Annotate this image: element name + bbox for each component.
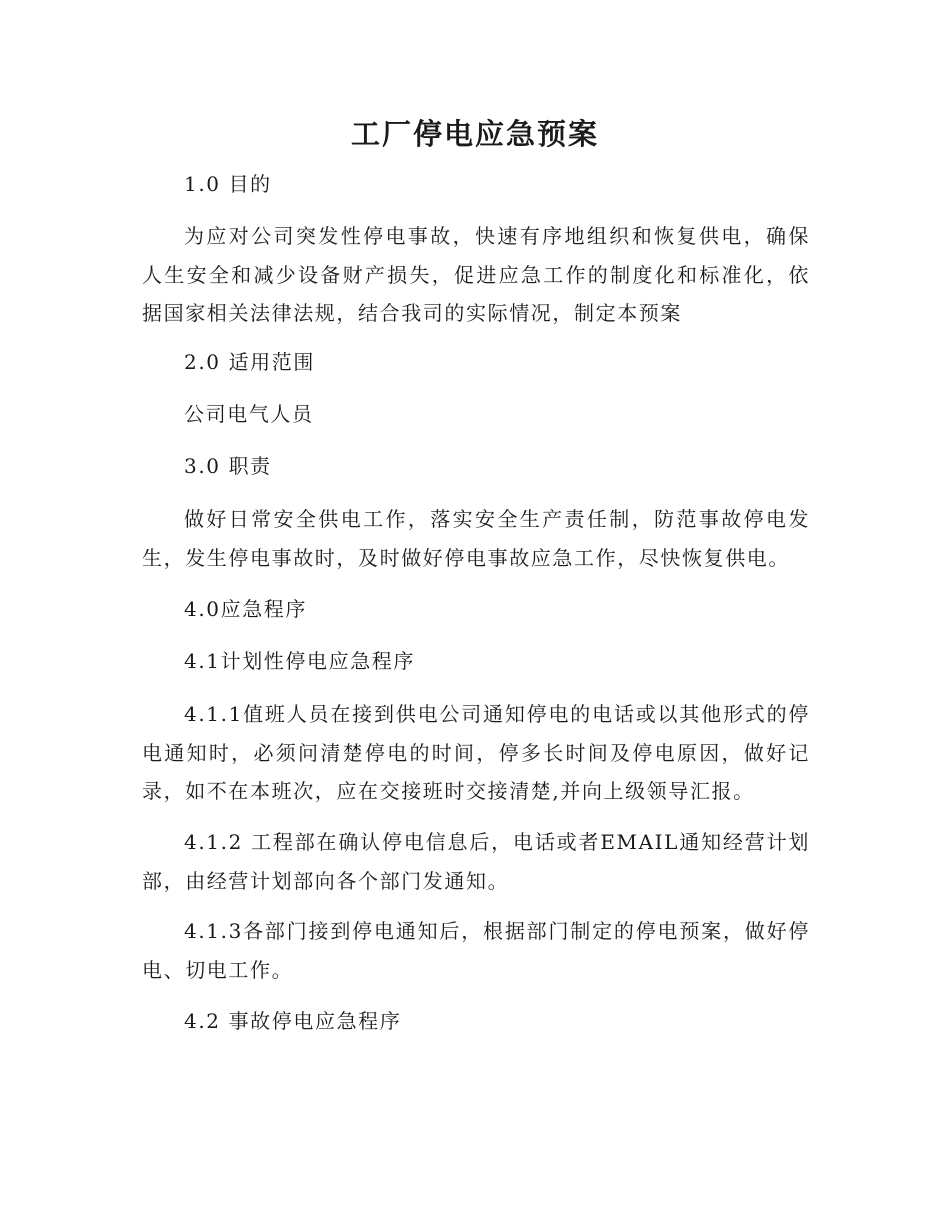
- paragraph-4-1-1: 4.1.1值班人员在接到供电公司通知停电的电话或以其他形式的停电通知时，必须问清楚停电的时间，停多长时间及停电原因，做好记录，如不在本班次，应在交接班时交接清楚,并向上级领导汇报。: [142, 702, 810, 803]
- section-heading-accident-outage: 4.2 事故停电应急程序: [184, 1009, 402, 1033]
- section-heading-duties: 3.0 职责: [184, 454, 272, 478]
- paragraph-purpose: 为应对公司突发性停电事故，快速有序地组织和恢复供电，确保人生安全和减少设备财产损失，促进应急工作的制度化和标准化，依据国家相关法律法规，结合我司的实际情况，制定本预案: [142, 224, 810, 325]
- paragraph-4-1-3: 4.1.3各部门接到停电通知后，根据部门制定的停电预案，做好停电、切电工作。: [142, 919, 810, 982]
- section-heading-purpose: 1.0 目的: [184, 172, 272, 196]
- section-heading-scope: 2.0 适用范围: [184, 350, 315, 374]
- paragraph-4-1-2: 4.1.2 工程部在确认停电信息后，电话或者EMAIL通知经营计划部，由经营计划部向各个部门发通知。: [142, 830, 810, 893]
- paragraph-scope: 公司电气人员: [184, 402, 314, 426]
- paragraph-duties: 做好日常安全供电工作，落实安全生产责任制，防范事故停电发生，发生停电事故时，及时做好停电事故应急工作，尽快恢复供电。: [142, 507, 810, 570]
- section-heading-planned-outage: 4.1计划性停电应急程序: [184, 649, 416, 673]
- section-heading-procedure: 4.0应急程序: [184, 597, 308, 621]
- document-title: 工厂停电应急预案: [350, 117, 599, 151]
